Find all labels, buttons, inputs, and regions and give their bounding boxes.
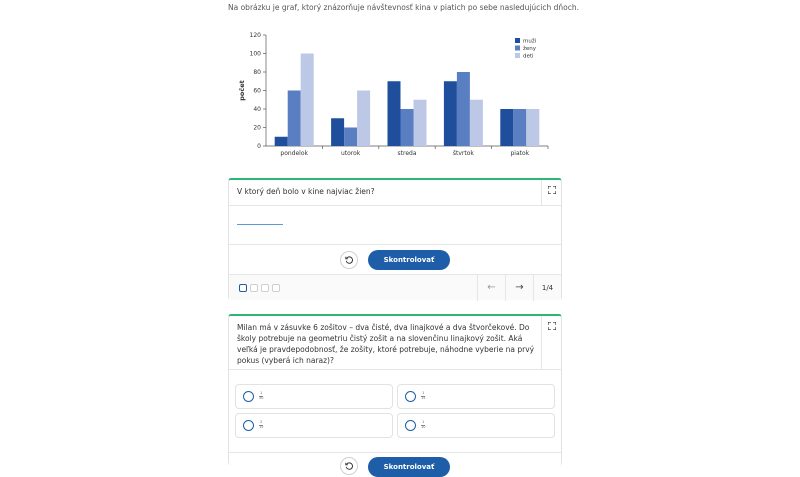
expand-button[interactable] — [541, 180, 561, 205]
y-tick-label: 120 — [249, 32, 261, 40]
radio-button[interactable] — [405, 391, 416, 402]
bar-muži-streda — [388, 81, 401, 146]
option-1[interactable] — [235, 384, 393, 409]
y-axis-label: počet — [238, 80, 246, 101]
numerator: 1 — [422, 420, 425, 425]
question-card-1 — [228, 178, 562, 300]
bar-muži-pondelok — [275, 137, 288, 146]
next-button[interactable] — [505, 275, 533, 301]
x-tick-label: pondelok — [280, 150, 309, 157]
question-header — [229, 180, 561, 206]
bar-muži-piatok — [500, 109, 513, 146]
attendance-chart — [236, 30, 556, 162]
bar-ženy-streda — [401, 109, 414, 146]
question-text: Milan má v zásuvke 6 zošitov – dva čisté, dva linajkové a dva štvorčekové. Do školy potrebuje na geometriu čistý zošit a na slovenčinu linajkový zošit. Aká veľká je pravdepodobnosť, že zošity, ktoré potrebuje, náhodne vyberie na prvý pokus (vyberá ich naraz)? — [237, 323, 535, 365]
intro-text: Na obrázku je graf, ktorý znázorňuje návštevnosť kina v piatich po sebe nasledujúcich dňoch. — [228, 3, 579, 12]
reset-button[interactable] — [340, 251, 358, 269]
fraction — [259, 392, 263, 401]
expand-button[interactable] — [541, 316, 561, 369]
bar-deti-pondelok — [301, 54, 314, 147]
y-tick-label: 100 — [249, 50, 261, 58]
legend-swatch — [515, 46, 520, 51]
bar-ženy-utorok — [344, 128, 357, 147]
legend-label: muži — [523, 38, 537, 45]
page-counter: 1/4 — [533, 275, 561, 301]
pagination-bar — [229, 274, 561, 300]
question-header — [229, 316, 561, 370]
denominator: 10 — [421, 425, 426, 430]
progress-dot[interactable] — [239, 284, 247, 292]
y-tick-label: 60 — [253, 87, 261, 95]
expand-icon — [548, 322, 556, 330]
x-tick-label: streda — [397, 150, 417, 157]
y-tick-label: 0 — [257, 143, 261, 151]
question-card-2 — [228, 314, 562, 471]
progress-dots — [229, 284, 477, 292]
progress-dot[interactable] — [261, 284, 269, 292]
bar-muži-utorok — [331, 118, 344, 146]
radio-button[interactable] — [243, 391, 254, 402]
radio-button[interactable] — [405, 420, 416, 431]
progress-dot[interactable] — [272, 284, 280, 292]
bar-muži-štvrtok — [444, 81, 457, 146]
expand-icon — [548, 186, 556, 194]
bar-deti-piatok — [526, 109, 539, 146]
reset-icon — [345, 256, 353, 264]
check-button[interactable]: Skontrolovať — [368, 457, 451, 477]
legend-label: deti — [523, 53, 534, 60]
fraction — [421, 421, 425, 430]
bar-deti-streda — [414, 100, 427, 146]
option-4[interactable] — [397, 413, 555, 438]
denominator: 15 — [421, 396, 426, 401]
progress-dot[interactable] — [250, 284, 258, 292]
denominator: 15 — [259, 425, 264, 430]
reset-icon — [345, 462, 353, 470]
arrow-left-icon: ← — [487, 282, 496, 293]
option-3[interactable] — [235, 413, 393, 438]
check-button[interactable]: Skontrolovať — [368, 250, 451, 270]
legend-swatch — [515, 38, 520, 43]
chart-svg — [236, 30, 556, 162]
action-row — [229, 452, 561, 472]
option-2[interactable] — [397, 384, 555, 409]
bar-ženy-piatok — [513, 109, 526, 146]
y-tick-label: 20 — [253, 124, 261, 132]
bar-ženy-pondelok — [288, 91, 301, 147]
question-text: V ktorý deň bolo v kine najviac žien? — [237, 187, 375, 196]
x-tick-label: štvrtok — [452, 150, 474, 157]
arrow-right-icon: → — [515, 282, 524, 293]
radio-button[interactable] — [243, 420, 254, 431]
reset-button[interactable] — [340, 457, 358, 475]
prev-button[interactable] — [477, 275, 505, 301]
legend-swatch — [515, 53, 520, 58]
y-tick-label: 80 — [253, 69, 261, 77]
x-tick-label: utorok — [340, 150, 361, 157]
bar-deti-utorok — [357, 91, 370, 147]
x-tick-label: piatok — [510, 150, 530, 157]
denominator: 30 — [259, 396, 264, 401]
action-row — [229, 244, 561, 274]
y-tick-label: 40 — [253, 106, 261, 114]
bar-ženy-štvrtok — [457, 72, 470, 146]
fraction — [259, 421, 263, 430]
numerator: 2 — [260, 420, 263, 425]
numerator: 1 — [422, 391, 425, 396]
numerator: 1 — [260, 391, 263, 396]
answer-input[interactable] — [237, 224, 283, 225]
legend-label: ženy — [523, 46, 537, 52]
fraction — [421, 392, 425, 401]
bar-deti-štvrtok — [470, 100, 483, 146]
